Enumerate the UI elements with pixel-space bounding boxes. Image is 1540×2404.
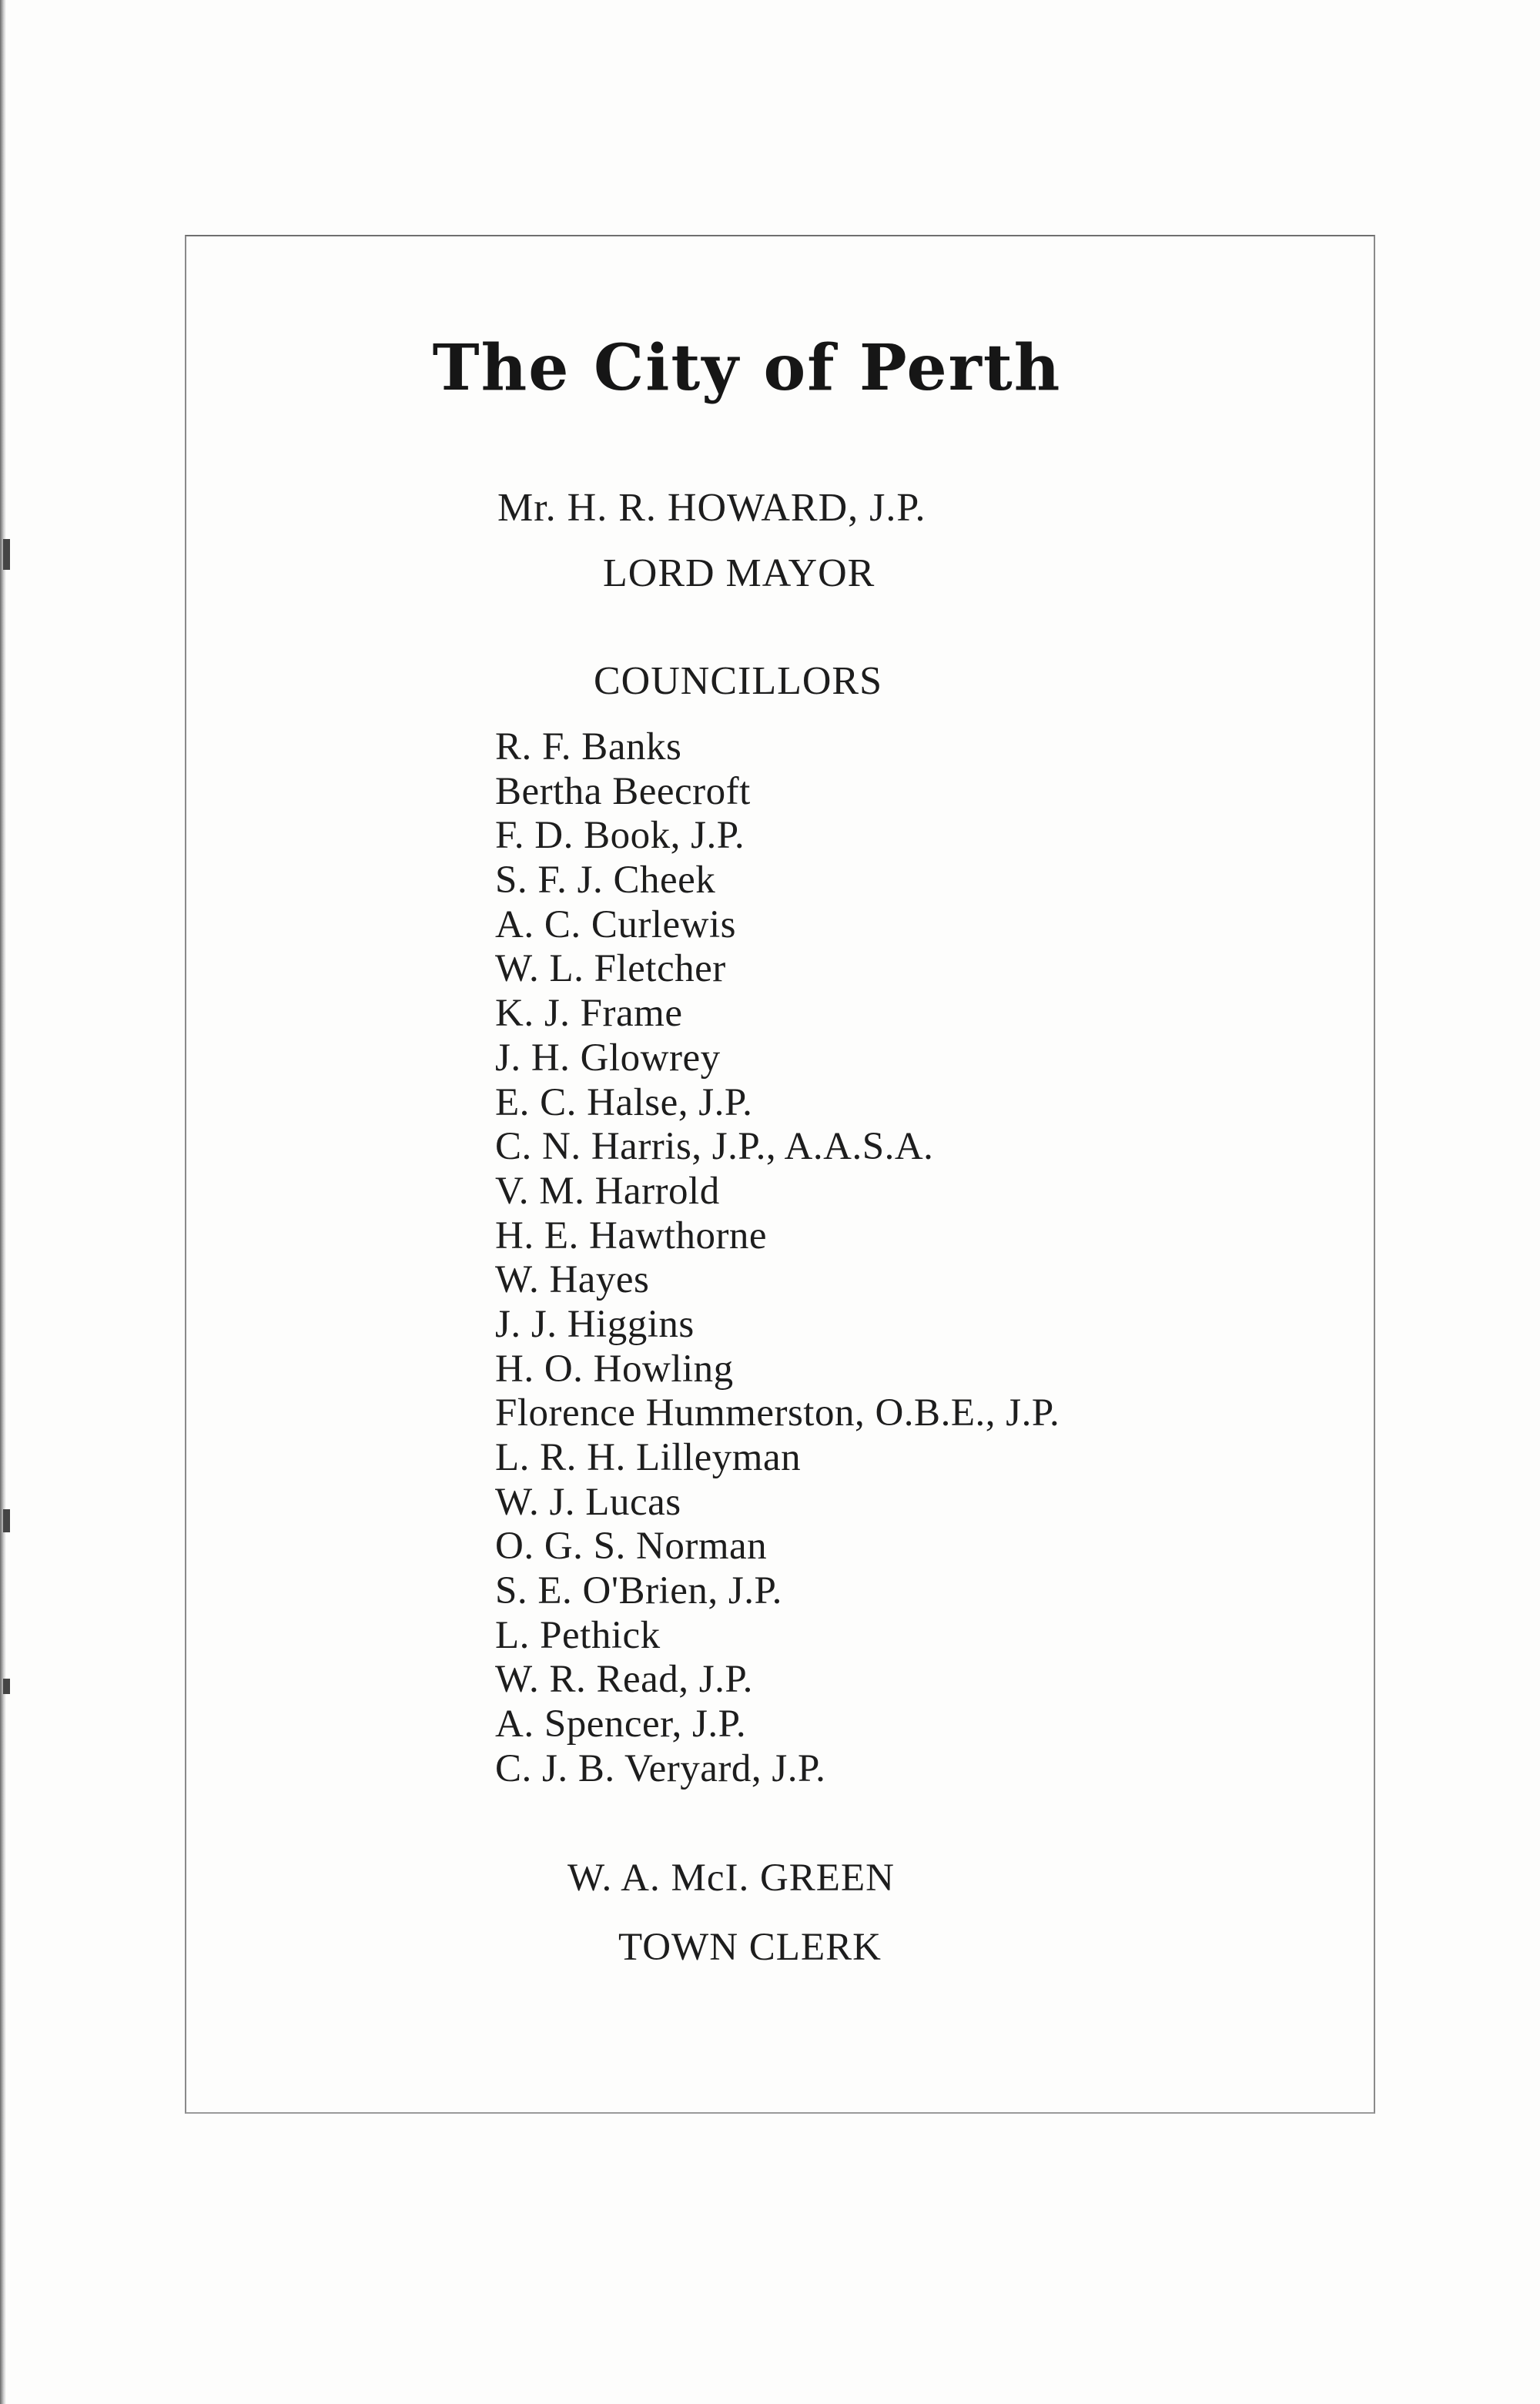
councillor-name: O. G. S. Norman [495,1525,768,1569]
councillor-name: W. J. Lucas [495,1480,681,1524]
councillor-name: L. Pethick [495,1613,661,1657]
councillor-name: L. R. H. Lilleyman [495,1436,802,1479]
councillor-name: S. F. J. Cheek [495,859,716,902]
page-title: The City of Perth [432,331,1062,405]
councillor-name: Bertha Beecroft [495,769,751,813]
councillor-name: C. J. B. Veryard, J.P. [495,1746,826,1790]
edge-mark [3,1509,10,1532]
edge-mark [3,539,10,570]
councillor-name: S. E. O'Brien, J.P. [495,1569,782,1613]
councillor-name: W. L. Fletcher [495,947,726,991]
councillors-heading: COUNCILLORS [594,659,883,703]
town-clerk-title: TOWN CLERK [618,1926,882,1969]
councillor-name: Florence Hummerston, O.B.E., J.P. [495,1391,1060,1435]
councillor-list [495,725,1060,1792]
councillor-name: E. C. Halse, J.P. [495,1080,753,1124]
councillor-name: A. C. Curlewis [495,902,736,946]
councillor-name: A. Spencer, J.P. [495,1703,747,1746]
mayor-title: LORD MAYOR [603,551,875,595]
councillor-name: W. Hayes [495,1258,650,1302]
mayor-name: Mr. H. R. HOWARD, J.P. [497,486,926,530]
councillor-name: H. O. Howling [495,1347,734,1391]
councillor-name: F. D. Book, J.P. [495,814,745,858]
councillor-name: R. F. Banks [495,725,682,768]
councillor-name: J. J. Higgins [495,1302,695,1346]
edge-mark [3,1679,10,1694]
councillor-name: J. H. Glowrey [495,1036,721,1080]
councillor-name: W. R. Read, J.P. [495,1658,753,1702]
town-clerk-name: W. A. McI. GREEN [567,1857,895,1900]
councillor-name: H. E. Hawthorne [495,1214,768,1257]
councillor-name: V. M. Harrold [495,1169,720,1213]
councillor-name: C. N. Harris, J.P., A.A.S.A. [495,1125,934,1169]
councillor-name: K. J. Frame [495,992,683,1036]
